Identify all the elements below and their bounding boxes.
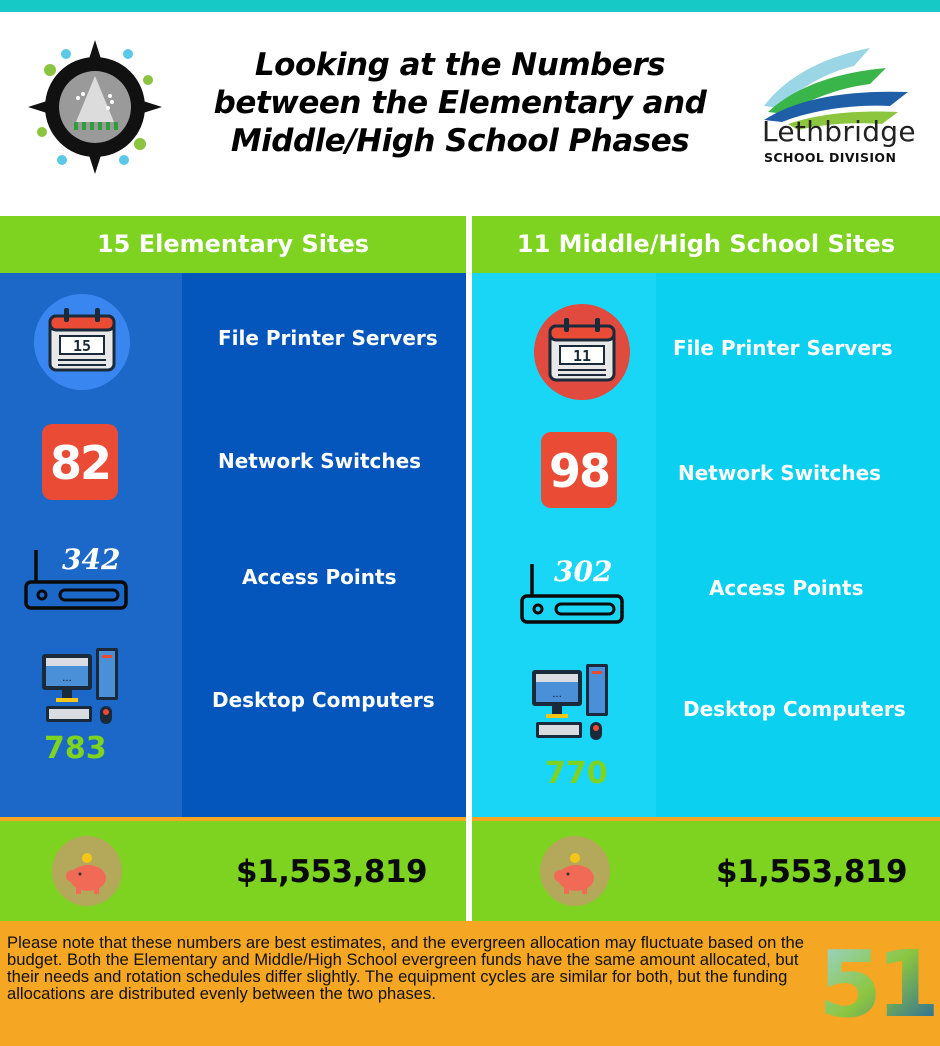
desktop-computers-count: 770 bbox=[545, 756, 608, 791]
lethbridge-logo-subtitle: SCHOOL DIVISION bbox=[764, 150, 897, 165]
network-switches-count: 98 bbox=[541, 432, 617, 508]
middle-high-heading: 11 Middle/High School Sites bbox=[472, 216, 940, 273]
fifty-one-logo bbox=[817, 931, 935, 1038]
desktop-computers-label: Desktop Computers bbox=[212, 688, 435, 712]
network-switches-count: 82 bbox=[42, 424, 118, 500]
page-title bbox=[190, 46, 730, 160]
svg-text:...: ... bbox=[62, 673, 72, 684]
top-accent-strip bbox=[0, 0, 940, 12]
file-printer-servers-count: 15 bbox=[72, 337, 92, 355]
desktop-computers-label: Desktop Computers bbox=[683, 697, 906, 721]
file-printer-servers-count: 11 bbox=[572, 347, 592, 365]
desktop-computers-count: 783 bbox=[44, 731, 107, 766]
many-children-logo bbox=[28, 40, 162, 174]
piggy-bank-icon bbox=[52, 836, 122, 906]
file-printer-servers-label: File Printer Servers bbox=[673, 336, 893, 360]
access-points-count: 302 bbox=[554, 555, 613, 588]
elementary-budget-amount: $1,553,819 bbox=[236, 854, 428, 890]
desktop-computer-icon bbox=[530, 662, 614, 742]
title-line-3: Middle/High School Phases bbox=[230, 123, 690, 159]
access-points-label: Access Points bbox=[709, 576, 864, 600]
column-divider bbox=[466, 216, 472, 916]
svg-text:...: ... bbox=[552, 689, 562, 700]
calendar-icon bbox=[34, 294, 130, 390]
access-points-count: 342 bbox=[62, 543, 121, 576]
note-text: Please note that these numbers are best estimates, and the evergreen allocation may fluctuate based on the budget. Both the Elementary and Middle/High School evergreen funds have the same amount allocated, but their needs and rotation schedules differ slightly. The equipment cycles are similar for both, but the funding allocations are distributed evenly between the two phases. bbox=[7, 933, 804, 1003]
lethbridge-logo-name: Lethbridge bbox=[762, 115, 916, 148]
access-points-label: Access Points bbox=[242, 565, 397, 589]
network-switches-label: Network Switches bbox=[218, 449, 422, 473]
elementary-heading: 15 Elementary Sites bbox=[0, 216, 466, 273]
budget-row-border bbox=[0, 817, 466, 821]
network-switches-label: Network Switches bbox=[678, 461, 882, 485]
title-line-2: between the Elementary and bbox=[213, 85, 707, 121]
fifty-one-logo-number: 51 bbox=[817, 931, 935, 1038]
budget-row-border bbox=[472, 817, 940, 821]
desktop-computer-icon bbox=[40, 646, 124, 726]
piggy-bank-icon bbox=[540, 836, 610, 906]
middle-high-budget-amount: $1,553,819 bbox=[716, 854, 908, 890]
elementary-label-column bbox=[182, 273, 466, 817]
calendar-icon bbox=[534, 304, 630, 400]
title-line-1: Looking at the Numbers bbox=[254, 47, 666, 83]
file-printer-servers-label: File Printer Servers bbox=[218, 326, 438, 350]
